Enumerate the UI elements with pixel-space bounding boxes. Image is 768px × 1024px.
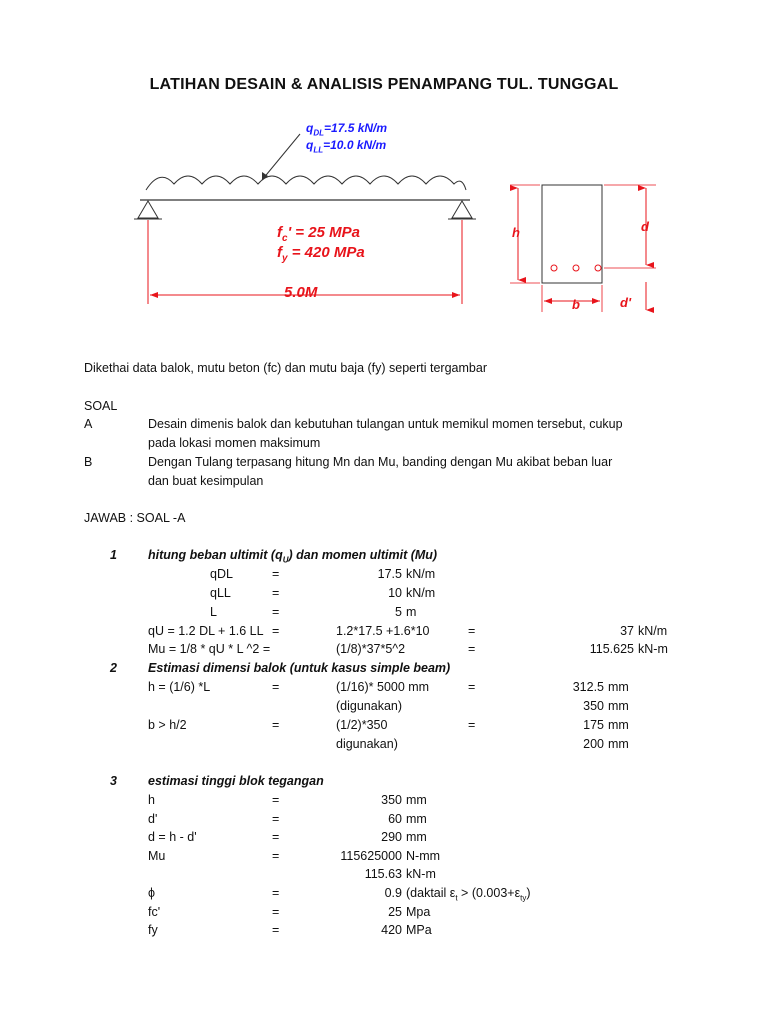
step3-heading: estimasi tinggi blok tegangan: [148, 774, 324, 788]
row-fy-eq: =: [272, 923, 280, 937]
row-dprime-unit: mm: [406, 812, 427, 826]
row-phi-note: (daktail $\varepsilon_t > (0.003+\varepsilon_{ty})$: [406, 886, 531, 903]
step2-number: 2: [110, 661, 117, 675]
row-dprime-value: 60: [388, 812, 402, 826]
row-qu-eq: =: [272, 624, 280, 638]
distributed-load: [146, 176, 466, 190]
row-h3-value: 350: [381, 793, 402, 807]
row-mu-label: Mu = 1/8 * qU * L ^2 =: [148, 642, 271, 656]
row-b-eq: =: [272, 718, 280, 732]
soal-b-line1: Dengan Tulang terpasang hitung Mn dan Mu, banding dengan Mu akibat beban luar: [148, 455, 613, 469]
row-mu3-knm-unit: kN-m: [406, 867, 436, 881]
step1-heading: hitung beban ultimit $(q_U)$ dan momen ultimit (Mu): [148, 548, 438, 565]
support-right: [452, 201, 472, 218]
row-mu-expr: (1/8)*37*5^2: [336, 642, 406, 656]
row-h-used-label: (digunakan): [336, 699, 403, 713]
intro-text: Dikethai data balok, mutu beton (fc) dan mutu baja (fy) seperti tergambar: [84, 361, 487, 375]
rebar-1: [551, 265, 557, 271]
row-d-value: 290: [381, 830, 402, 844]
row-phi-value: 0.9: [384, 886, 402, 900]
row-mu3-knm-value: 115.63: [364, 867, 402, 881]
rebar-2: [573, 265, 579, 271]
h-label: h: [512, 225, 520, 240]
row-qu-unit: kN/m: [638, 624, 668, 638]
rebar-3: [595, 265, 601, 271]
row-b-value: 175: [583, 718, 604, 732]
row-h-value: 312.5: [572, 680, 604, 694]
row-qdl-eq: =: [272, 567, 280, 581]
step1-number: 1: [110, 548, 117, 562]
soal-a-label: A: [84, 417, 93, 431]
row-h3-label: h: [148, 793, 155, 807]
row-h-eq: =: [272, 680, 280, 694]
row-l-unit: m: [406, 605, 417, 619]
row-mu-unit: kN-m: [638, 642, 668, 656]
row-qdl-value: 17.5: [377, 567, 402, 581]
soal-heading: SOAL: [84, 399, 118, 413]
span-label: 5.0M: [284, 284, 318, 301]
row-phi-label: ϕ: [148, 886, 156, 900]
row-qu-eq2: =: [468, 624, 476, 638]
concrete-strength-label: $f_c' = 25$ MPa: [277, 224, 360, 244]
row-b-unit: mm: [608, 718, 629, 732]
soal-b-line2: dan buat kesimpulan: [148, 474, 264, 488]
b-label: b: [572, 297, 580, 312]
row-b-label: b > h/2: [148, 718, 187, 732]
row-fy-unit: MPa: [406, 923, 432, 937]
row-qll-value: 10: [388, 586, 402, 600]
row-b-used-unit: mm: [608, 737, 629, 751]
row-mu3-eq: =: [272, 849, 280, 863]
load-leader: [262, 134, 300, 180]
row-b-used-value: 200: [583, 737, 604, 751]
row-qdl-label: qDL: [210, 567, 233, 581]
step2-heading: Estimasi dimensi balok (untuk kasus simple beam): [148, 661, 451, 675]
row-h-expr: (1/16)* 5000 mm: [336, 680, 430, 694]
row-fc-unit: Mpa: [406, 905, 431, 919]
row-qll-label: qLL: [210, 586, 231, 600]
row-d-label: d = h - d': [148, 830, 197, 844]
row-h3-eq: =: [272, 793, 280, 807]
d-label: d: [641, 219, 649, 234]
row-mu3-value: 115625000: [340, 849, 402, 863]
row-mu-value: 115.625: [589, 642, 634, 656]
row-l-label: L: [210, 605, 217, 619]
row-qdl-unit: kN/m: [406, 567, 436, 581]
row-mu-eq2: =: [468, 642, 476, 656]
row-qu-value: 37: [620, 624, 634, 638]
row-qll-unit: kN/m: [406, 586, 436, 600]
row-d-eq: =: [272, 830, 280, 844]
row-h-eq2: =: [468, 680, 476, 694]
row-l-value: 5: [395, 605, 402, 619]
soal-a-line2: pada lokasi momen maksimum: [148, 436, 321, 450]
row-h3-unit: mm: [406, 793, 427, 807]
load-label-dl: $q_{DL}=17.5$ kN/m: [306, 121, 388, 138]
row-mu3-label: Mu: [148, 849, 166, 863]
row-dprime-label: d': [148, 812, 158, 826]
support-left: [138, 201, 158, 218]
row-b-expr: (1/2)*350: [336, 718, 388, 732]
row-phi-eq: =: [272, 886, 280, 900]
row-qu-expr: 1.2*17.5 +1.6*10: [336, 624, 430, 638]
step3-number: 3: [110, 774, 117, 788]
row-h-used-unit: mm: [608, 699, 629, 713]
row-fc-eq: =: [272, 905, 280, 919]
row-h-used-value: 350: [583, 699, 604, 713]
page-title: LATIHAN DESAIN & ANALISIS PENAMPANG TUL. TUNGGAL: [149, 76, 619, 93]
d-prime-label: d': [620, 295, 632, 310]
row-l-eq: =: [272, 605, 280, 619]
soal-b-label: B: [84, 455, 93, 469]
row-fc-label: fc': [148, 905, 161, 919]
row-b-eq2: =: [468, 718, 476, 732]
row-h-unit: mm: [608, 680, 629, 694]
row-qll-eq: =: [272, 586, 280, 600]
row-mu3-unit: N-mm: [406, 849, 441, 863]
row-h-label: h = (1/6) *L: [148, 680, 211, 694]
load-label-ll: $q_{LL}=10.0$ kN/m: [306, 138, 387, 155]
soal-a-line1: Desain dimenis balok dan kebutuhan tulangan untuk memikul momen tersebut, cukup: [148, 417, 623, 431]
row-b-used-label: digunakan): [336, 737, 398, 751]
row-d-unit: mm: [406, 830, 427, 844]
steel-strength-label: $f_y = 420$ MPa: [277, 244, 365, 264]
row-fy-value: 420: [381, 923, 402, 937]
row-fc-value: 25: [388, 905, 402, 919]
row-dprime-eq: =: [272, 812, 280, 826]
row-fy-label: fy: [148, 923, 158, 937]
row-qu-label: qU = 1.2 DL + 1.6 LL: [148, 624, 264, 638]
jawab-heading: JAWAB : SOAL -A: [84, 511, 186, 525]
